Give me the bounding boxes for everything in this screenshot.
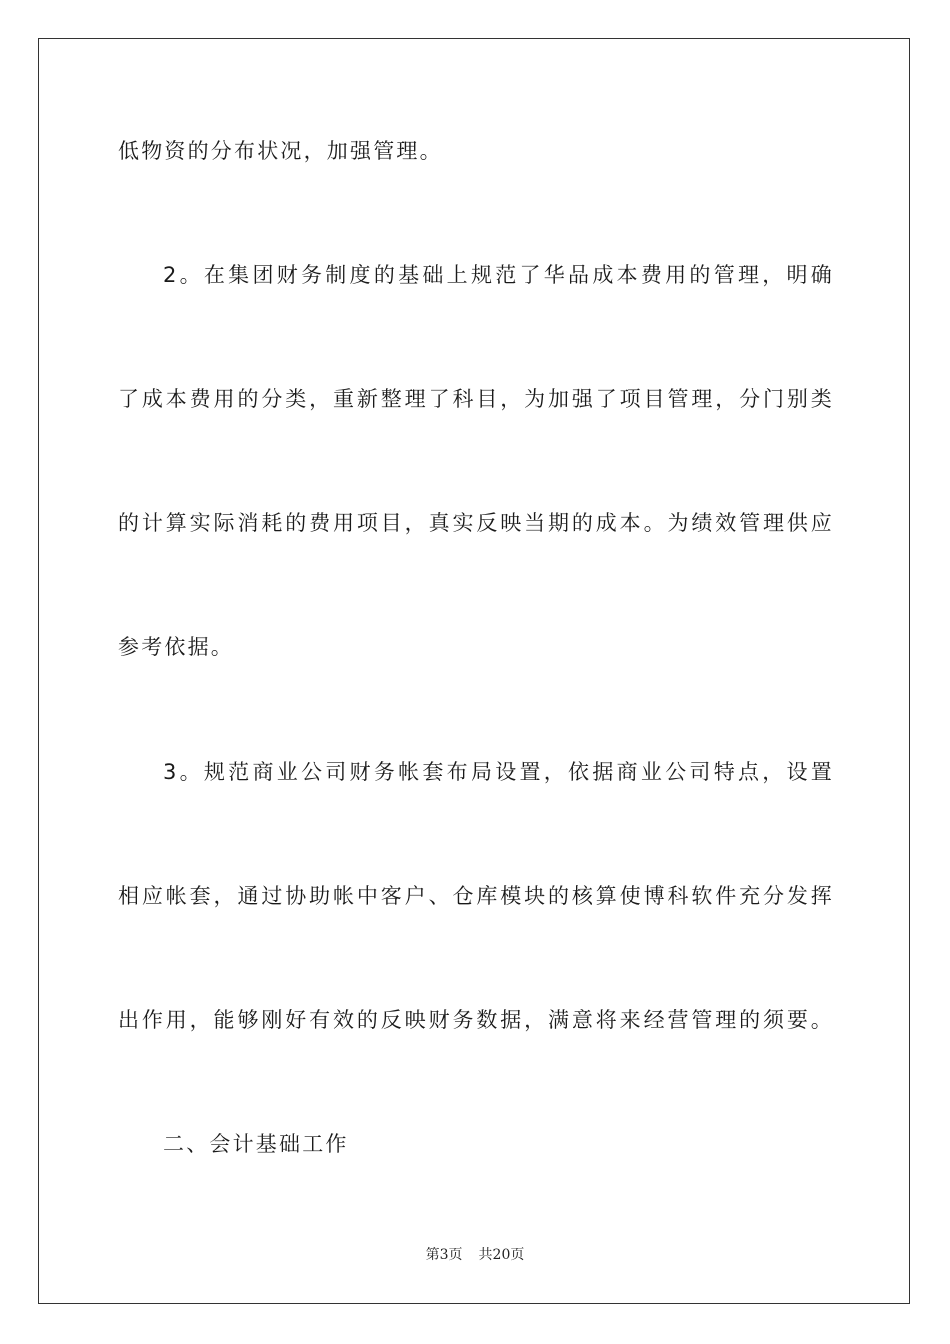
paragraph-line: 低物资的分布状况，加强管理。 (118, 139, 443, 163)
section-heading: 二、会计基础工作 (163, 1132, 349, 1156)
paragraph-line: 相应帐套，通过协助帐中客户、仓库模块的核算使博科软件充分发挥 (118, 884, 834, 908)
paragraph-line: 3。规范商业公司财务帐套布局设置，依据商业公司特点，设置 (163, 760, 834, 784)
paragraph-line: 的计算实际消耗的费用项目，真实反映当期的成本。为绩效管理供应 (118, 511, 834, 535)
page-footer (0, 1245, 950, 1265)
page-border (38, 38, 910, 1304)
paragraph-line: 2。在集团财务制度的基础上规范了华品成本费用的管理，明确 (163, 263, 834, 287)
paragraph-line: 出作用，能够刚好有效的反映财务数据，满意将来经营管理的须要。 (118, 1008, 834, 1032)
paragraph-line: 了成本费用的分类，重新整理了科目，为加强了项目管理，分门别类 (118, 387, 834, 411)
paragraph-line: 参考依据。 (118, 635, 234, 659)
page-total: 共20页 (478, 1247, 525, 1263)
page-number: 第3页 (425, 1247, 463, 1263)
